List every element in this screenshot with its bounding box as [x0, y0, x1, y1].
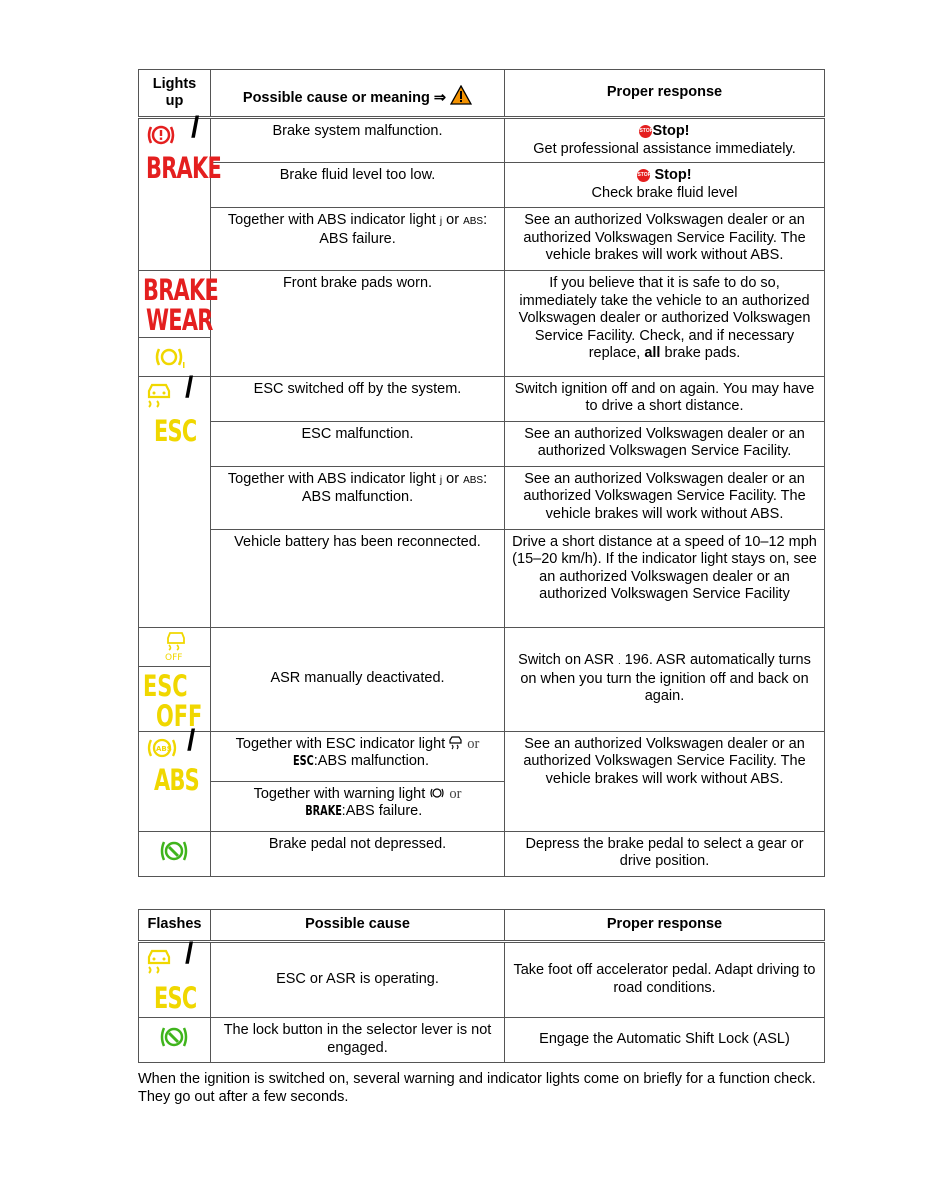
- esc-flash-light-cell: [139, 937, 211, 1018]
- page-ref-icon: .: [618, 656, 621, 667]
- esc-text-icon: ESC: [154, 980, 197, 1015]
- slash-separator: /: [185, 370, 194, 404]
- stop-label: Stop!: [652, 123, 690, 139]
- response-lock-button: Engage the Automatic Shift Lock (ASL): [505, 1017, 825, 1062]
- brake-inline-icon: [429, 787, 445, 799]
- response-bold: all: [644, 345, 661, 361]
- colon: :: [483, 470, 488, 487]
- stop-label: Stop!: [654, 167, 692, 183]
- esc-skidding-car-icon: [145, 947, 177, 977]
- cause-abs-with-esc: [211, 731, 505, 781]
- or-text: or: [446, 212, 460, 228]
- brake-pedal-icon: [159, 836, 189, 866]
- cause-text: ABS malfunction.: [301, 489, 414, 505]
- slash-separator: /: [185, 937, 194, 970]
- brake-warning-light-cell: [139, 111, 222, 271]
- cause-brake-pedal: Brake pedal not depressed.: [211, 831, 505, 876]
- or-text: or: [449, 785, 462, 802]
- response-brake-pedal: Depress the brake pedal to select a gear or drive position.: [505, 831, 825, 876]
- or-text: or: [467, 735, 480, 752]
- esc-car-inline-icon: [449, 736, 463, 750]
- slash-separator: /: [191, 111, 200, 144]
- cause-text: Together with ESC indicator light: [235, 735, 446, 752]
- wear-text-icon: WEAR: [146, 303, 213, 337]
- asr-off-small-label: OFF: [165, 652, 183, 662]
- brake-inline-text: BRAKE: [304, 804, 342, 819]
- response-asr-deactivated: [505, 627, 825, 731]
- cause-brake-fluid: Brake fluid level too low.: [211, 163, 505, 208]
- brake-text-icon: BRAKE: [143, 273, 219, 307]
- response-abs-failure: See an authorized Volkswagen dealer or an authorized Volkswagen Service Facility. The vehicle brakes will work without ABS.: [505, 208, 825, 271]
- cause-text: Together with ABS indicator light: [227, 470, 436, 487]
- response-text: 196. ASR automatically turns on when you turn the ignition off and back on again.: [520, 652, 811, 705]
- header-possible-cause: Possible cause: [211, 910, 505, 942]
- cause-brake-pads: Front brake pads worn.: [211, 271, 505, 377]
- cause-battery-reconnected: Vehicle battery has been reconnected.: [211, 529, 505, 627]
- cause-esc-off-system: ESC switched off by the system.: [211, 376, 505, 421]
- response-text: Check brake fluid level: [591, 184, 738, 201]
- colon: :: [483, 212, 488, 228]
- cause-abs-with-brake: [211, 781, 505, 831]
- cause-lock-button: The lock button in the selector lever is not engaged.: [211, 1017, 505, 1062]
- warning-triangle-icon: [450, 85, 472, 105]
- header-cause: [211, 70, 505, 118]
- cause-text: Together with ABS indicator light: [227, 212, 436, 228]
- abs-light-ref: j: [439, 474, 443, 486]
- cause-abs-malfunction: [211, 466, 505, 529]
- esc-inline-text: ESC: [292, 754, 314, 769]
- esc-light-cell: [139, 370, 211, 627]
- response-brake-system: [505, 118, 825, 163]
- abs-text-icon: ABS: [154, 763, 199, 797]
- cause-asr-deactivated: ASR manually deactivated.: [211, 627, 505, 731]
- cause-brake-system: Brake system malfunction.: [211, 118, 505, 163]
- brake-text-icon: BRAKE: [146, 150, 222, 185]
- response-brake-pads: [505, 271, 825, 377]
- lock-button-light-cell: [139, 1017, 211, 1062]
- cause-text: Together with warning light: [253, 785, 426, 802]
- stop-icon: STOP: [637, 169, 650, 182]
- cause-text: ABS failure.: [319, 230, 396, 247]
- off-text-icon: OFF: [156, 698, 203, 733]
- esc-text-icon: ESC: [154, 414, 197, 448]
- response-battery-reconnected: Drive a short distance at a speed of 10–12 mph (15–20 km/h). If the indicator light stays on, see an authorized Volkswagen dealer or an authorized Volkswagen Service Facility: [505, 529, 825, 627]
- response-esc-off-system: Switch ignition off and on again. You may have to drive a short distance.: [505, 376, 825, 421]
- header-lights-up: Lights up: [139, 70, 211, 118]
- stop-icon: STOP: [639, 125, 652, 138]
- abs-light-ref: j: [439, 216, 443, 227]
- response-abs-malfunction: See an authorized Volkswagen dealer or an authorized Volkswagen Service Facility. The vehicle brakes will work without ABS.: [505, 466, 825, 529]
- cause-text: :ABS malfunction.: [313, 753, 430, 769]
- header-flashes: Flashes: [139, 910, 211, 942]
- response-text: brake pads.: [664, 345, 741, 361]
- brake-pedal-icon: [159, 1022, 189, 1052]
- slash-separator: /: [187, 723, 196, 757]
- flashing-lights-table: [138, 909, 825, 1063]
- or-text: or: [446, 470, 460, 487]
- brake-pad-wear-icon: [153, 344, 189, 370]
- cause-text: :ABS failure.: [341, 803, 423, 819]
- cause-abs-failure: [211, 208, 505, 271]
- response-brake-fluid: [505, 163, 825, 208]
- brake-circle-exclamation-icon: [146, 123, 176, 147]
- footer-note: When the ignition is switched on, several warning and indicator lights come on briefly for a function check. They go out after a few seconds.: [138, 1071, 816, 1105]
- response-esc-asr-operating: Take foot off accelerator pedal. Adapt driving to road conditions.: [505, 942, 825, 1018]
- asr-off-icon: [163, 630, 193, 662]
- brake-pedal-light-cell: [139, 831, 211, 876]
- response-esc-malfunction: See an authorized Volkswagen dealer or an authorized Volkswagen Service Facility.: [505, 421, 825, 466]
- warning-lights-table: [138, 69, 825, 877]
- response-text: Switch on ASR: [518, 652, 615, 669]
- esc-skidding-car-icon: [145, 381, 177, 411]
- cause-esc-asr-operating: ESC or ASR is operating.: [211, 942, 505, 1018]
- abs-circle-icon: [145, 736, 179, 760]
- response-text: If you believe that it is safe to do so, immediately take the vehicle to an authorized Volkswagen dealer or authorized Volkswagen Service Facility. Check, and if necessary replace,: [518, 275, 811, 361]
- abs-light-cell: [139, 723, 211, 831]
- header-cause-label: Possible cause or meaning ⇒: [242, 89, 447, 106]
- response-text: Get professional assistance immediately.: [533, 140, 796, 157]
- esc-text-icon: ESC: [143, 668, 188, 703]
- abs-circle-label: ABS: [156, 744, 172, 753]
- header-response: Proper response: [505, 70, 825, 118]
- response-abs-malfunction-2: See an authorized Volkswagen dealer or an authorized Volkswagen Service Facility. The vehicle brakes will work without ABS.: [505, 731, 825, 831]
- header-proper-response: Proper response: [505, 910, 825, 942]
- abs-small-text: ABS: [463, 474, 484, 486]
- brake-wear-light-cell: [139, 271, 219, 377]
- abs-small-text: ABS: [463, 216, 484, 227]
- cause-esc-malfunction: ESC malfunction.: [211, 421, 505, 466]
- asr-off-light-cell: [139, 627, 211, 731]
